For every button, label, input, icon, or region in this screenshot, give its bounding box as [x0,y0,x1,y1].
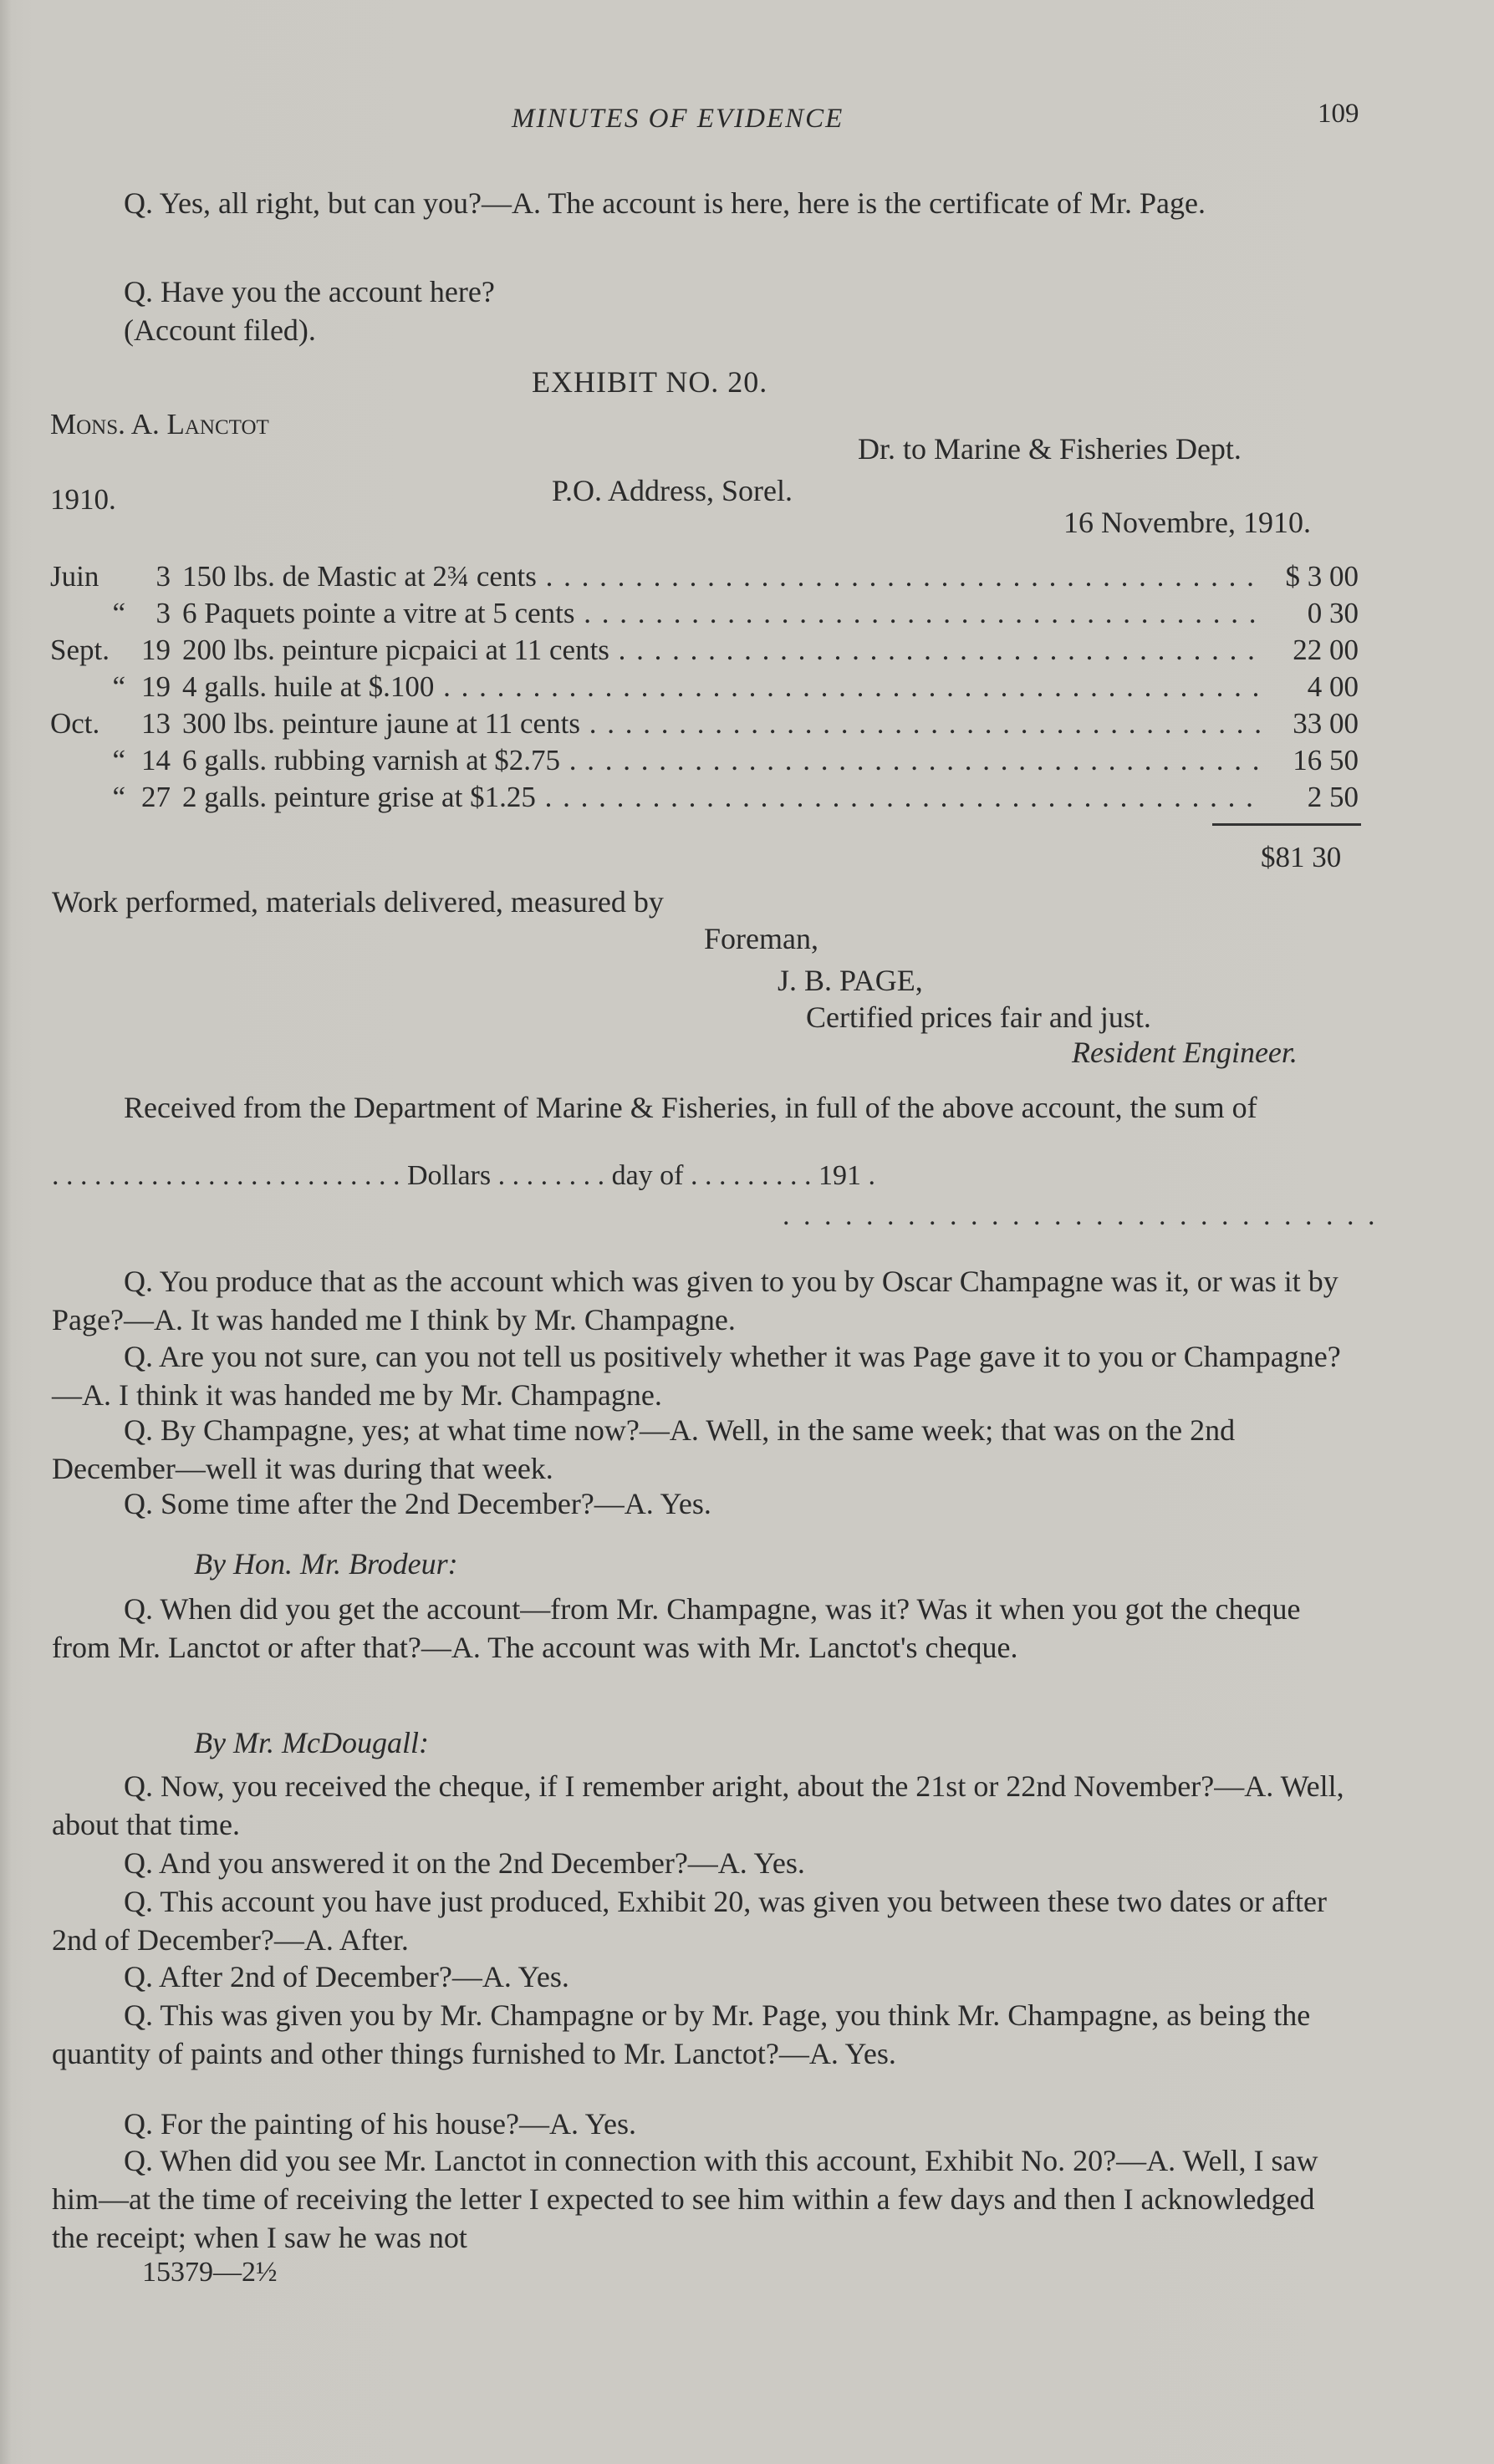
signature-mark: 15379—2½ [142,2257,278,2288]
receipt-signature-line: . . . . . . . . . . . . . . . . . . . . . . . . . . . . . [783,1200,1379,1231]
account-item: “ 14 6 galls. rubbing varnish at $2.75 . . . 16 50 [50,744,1359,781]
account-item: Oct. 13 300 lbs. peinture jaune at 11 cents . . . 33 00 [50,707,1359,744]
testimony-paragraph: Q. When did you get the account—from Mr. Champagne, was it? Was it when you got the cheque from Mr. Lanctot or after that?—A. The account was with Mr. Lanctot's cheque. [52,1592,1301,1664]
intro-note: (Account filed). [124,313,316,347]
speaker-heading: By Mr. McDougall: [194,1726,429,1759]
testimony-paragraph: Q. And you answered it on the 2nd December?—A. Yes. [124,1846,805,1880]
postal-address: P.O. Address, Sorel. [552,474,793,507]
signer-name: J. B. PAGE, [778,964,923,997]
testimony-paragraph: Q. Are you not sure, can you not tell us positively whether it was Page gave it to you or Champagne?—A. I think it was handed me by Mr. Champagne. [52,1340,1341,1412]
account-date: 16 Novembre, 1910. [1063,506,1311,539]
page-number: 109 [1318,99,1359,129]
testimony-paragraph: Q. By Champagne, yes; at what time now?—A. Well, in the same week; that was on the 2nd December—well it was during that week. [52,1413,1236,1485]
testimony-paragraph: Q. Now, you received the cheque, if I remember aright, about the 21st or 22nd November?—A. Well, about that time. [52,1769,1344,1841]
debtor-line: Dr. to Marine & Fisheries Dept. [858,432,1242,466]
testimony-paragraph: Q. After 2nd of December?—A. Yes. [124,1960,569,1993]
testimony-paragraph: Q. This account you have just produced, Exhibit 20, was given you between these two dates or after 2nd of December?—A. After. [52,1885,1327,1957]
exhibit-title: EXHIBIT NO. 20. [532,365,768,399]
receipt-sum-line: . . . . . . . . . . . . . . . . . . . . . . . . . Dollars . . . . . . . . day of . . . . . . . . . 191 . [52,1160,876,1191]
engineer-title: Resident Engineer. [1072,1036,1298,1069]
testimony-paragraph: Q. When did you see Mr. Lanctot in connection with this account, Exhibit No. 20?—A. Well, I saw him—at the time of receiving the letter I expected to see him within a few days and then I acknowledged the receipt; when I saw he was not [52,2144,1318,2254]
account-year: 1910. [50,483,116,516]
certified-line: Certified prices fair and just. [806,1000,1151,1034]
testimony-paragraph: Q. This was given you by Mr. Champagne or by Mr. Page, you think Mr. Champagne, as being the quantity of paints and other things furnished to Mr. Lanctot?—A. Yes. [52,1998,1311,2070]
account-item: “ 3 6 Paquets pointe a vitre at 5 cents . . . 0 30 [50,597,1359,634]
account-item: Juin 3 150 lbs. de Mastic at 2¾ cents . . . $ 3 00 [50,560,1359,597]
account-item: “ 19 4 galls. huile at $.100 . . . 4 00 [50,670,1359,707]
intro-question-1: Q. Yes, all right, but can you?—A. The account is here, here is the certificate of Mr. Page. [124,186,1206,220]
total-rule [1212,823,1361,826]
foreman-label: Foreman, [704,922,818,955]
testimony-paragraph: Q. Some time after the 2nd December?—A. Yes. [124,1487,711,1520]
work-performed-line: Work performed, materials delivered, measured by [52,885,664,919]
testimony-paragraph: Q. For the painting of his house?—A. Yes. [124,2107,636,2141]
account-item: Sept. 19 200 lbs. peinture picpaici at 11 cents . . . 22 00 [50,634,1359,670]
running-header: MINUTES OF EVIDENCE [512,104,844,134]
receipt-paragraph: Received from the Department of Marine & Fisheries, in full of the above account, the sum of [124,1091,1257,1124]
account-item: “ 27 2 galls. peinture grise at $1.25 . . . 2 50 [50,781,1359,817]
intro-question-2: Q. Have you the account here? [124,275,495,308]
customer-name: Mons. A. Lanctot [50,408,269,440]
speaker-heading: By Hon. Mr. Brodeur: [194,1547,458,1581]
testimony-paragraph: Q. You produce that as the account which was given to you by Oscar Champagne was it, or was it by Page?—A. It was handed me I think by Mr. Champagne. [52,1265,1338,1336]
account-total: $81 30 [1261,841,1342,873]
